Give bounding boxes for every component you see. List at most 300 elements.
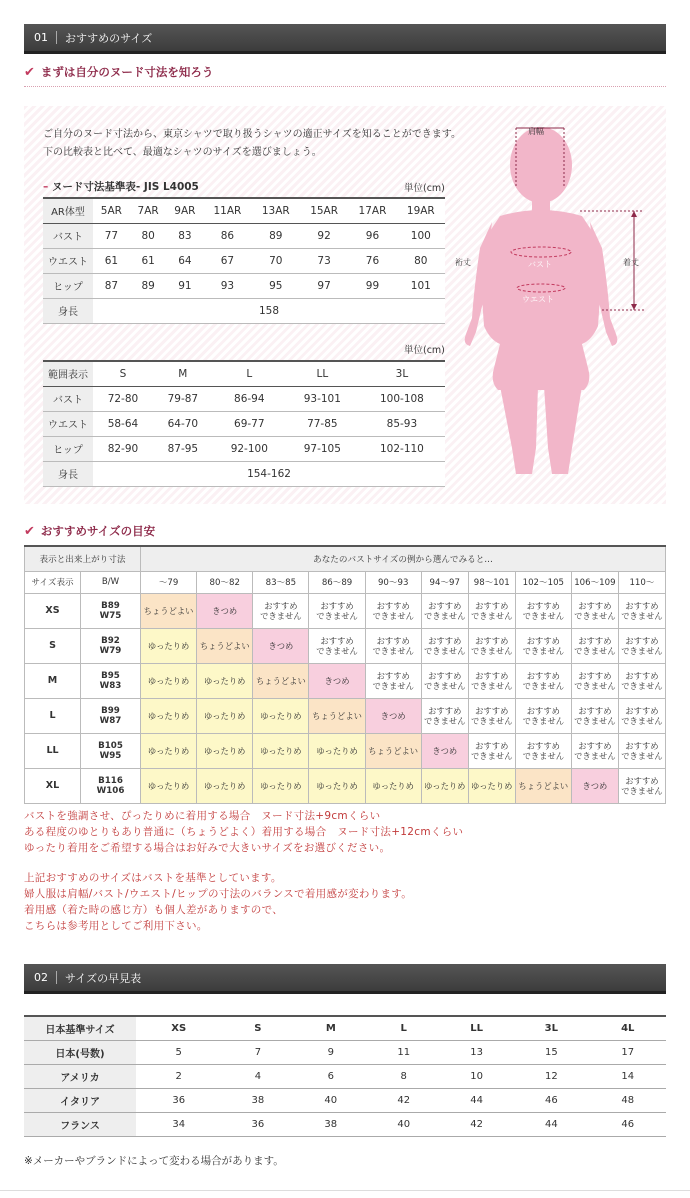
value-cell: 97-105 <box>286 436 359 461</box>
value-cell: 86 <box>203 223 251 248</box>
waist-value: W83 <box>99 680 122 691</box>
fit-cell <box>141 698 197 733</box>
fit-text: ゆったりめ <box>147 780 190 791</box>
fit-text: おすすめ <box>428 635 462 646</box>
header-cell: L <box>213 361 286 386</box>
fit-text: できません <box>372 645 414 656</box>
header-cell: 4L <box>590 1016 666 1040</box>
header-cell: M <box>153 361 213 386</box>
header-cell: XS <box>136 1016 221 1040</box>
fit-cell <box>468 628 515 663</box>
waist-value: W106 <box>96 785 125 796</box>
value-cell: 61 <box>93 248 130 273</box>
fit-cell <box>309 698 365 733</box>
section-number: 02 <box>34 971 48 984</box>
fit-text: きつめ <box>380 710 406 721</box>
fit-cell <box>309 733 365 768</box>
fit-text: できません <box>621 610 663 621</box>
fit-text: できません <box>316 645 358 656</box>
fit-text: できません <box>574 610 616 621</box>
value-cell: 76 <box>348 248 396 273</box>
fit-text: おすすめ <box>625 740 659 751</box>
bust-range-header: 102〜105 <box>515 571 571 593</box>
fit-cell <box>571 663 618 698</box>
value-cell: 38 <box>294 1112 367 1136</box>
value-cell: 70 <box>252 248 300 273</box>
fit-cell <box>571 768 618 803</box>
row-label: ヒップ <box>43 273 93 298</box>
fit-cell <box>309 663 365 698</box>
table-row <box>43 223 445 248</box>
fit-text: ゆったりめ <box>204 780 246 791</box>
fit-cell <box>421 593 468 628</box>
fit-text: ゆったりめ <box>204 710 246 721</box>
value-cell: 100 <box>397 223 445 248</box>
fit-text: おすすめ <box>264 600 298 611</box>
value-cell: 91 <box>167 273 204 298</box>
fit-note: バストを強調させ、ぴったりめに着用する場合 ヌード寸法+9cmくらい <box>24 810 381 822</box>
fit-text: ゆったりめ <box>147 745 190 756</box>
fit-text: ちょうどよい <box>518 780 569 791</box>
header-cell: 11AR <box>203 198 251 223</box>
fit-cell <box>618 733 665 768</box>
fit-cell <box>253 663 309 698</box>
value-cell: 11 <box>367 1040 440 1064</box>
value-cell: 38 <box>221 1088 294 1112</box>
value-cell: 34 <box>136 1112 221 1136</box>
fit-text: できません <box>574 715 616 726</box>
fit-cell <box>571 733 618 768</box>
table-row <box>43 248 445 273</box>
fit-cell <box>197 593 253 628</box>
fit-text: おすすめ <box>376 600 410 611</box>
header-cell: 日本基準サイズ <box>24 1016 136 1040</box>
header-cell: LL <box>286 361 359 386</box>
label-bust: バスト <box>528 260 552 269</box>
fit-cell <box>468 698 515 733</box>
fit-text: できません <box>621 715 663 726</box>
value-cell: 77 <box>93 223 130 248</box>
fit-cell <box>468 663 515 698</box>
table-row <box>25 663 666 698</box>
fit-text: できません <box>522 680 565 691</box>
fit-cell <box>618 768 665 803</box>
value-cell: 83 <box>167 223 204 248</box>
divider <box>24 86 666 87</box>
value-cell: 64 <box>167 248 204 273</box>
fit-text: できません <box>372 680 414 691</box>
fit-text: ちょうどよい <box>255 675 306 686</box>
size-label: LL <box>25 733 81 768</box>
basis-note: 上記おすすめのサイズはバストを基準としています。 <box>24 872 282 884</box>
value-cell: 6 <box>294 1064 367 1088</box>
fit-cell <box>365 628 421 663</box>
fit-cell <box>515 628 571 663</box>
value-cell: 17 <box>590 1040 666 1064</box>
value-cell: 42 <box>440 1112 513 1136</box>
intro-text <box>43 126 461 162</box>
fit-cell <box>421 628 468 663</box>
fit-cell <box>141 733 197 768</box>
fit-text: おすすめ <box>526 705 560 716</box>
header-cell: L <box>367 1016 440 1040</box>
fit-cell <box>141 663 197 698</box>
value-cell: 72-80 <box>93 386 153 411</box>
value-cell: 93 <box>203 273 251 298</box>
fit-cell <box>515 698 571 733</box>
table-row <box>24 1112 666 1136</box>
fit-text: おすすめ <box>526 635 560 646</box>
fit-text: できません <box>621 645 663 656</box>
fit-text: おすすめ <box>625 635 659 646</box>
fit-cell <box>197 733 253 768</box>
fit-cell <box>515 733 571 768</box>
bust-value: B89 <box>101 600 120 611</box>
fit-notes <box>24 808 463 856</box>
value-cell: 4 <box>221 1064 294 1088</box>
fit-cell <box>253 698 309 733</box>
fit-cell <box>309 593 365 628</box>
fit-cell <box>571 698 618 733</box>
value-cell: 154-162 <box>93 461 445 486</box>
fit-text: できません <box>260 610 302 621</box>
fit-text: できません <box>471 715 513 726</box>
value-cell: 95 <box>252 273 300 298</box>
nude-size-table <box>43 197 445 324</box>
header-cell: 9AR <box>167 198 204 223</box>
fit-text: きつめ <box>212 605 238 616</box>
bust-range-header: 80〜82 <box>197 571 253 593</box>
value-cell: 69-77 <box>213 411 286 436</box>
header-cell: LL <box>440 1016 513 1040</box>
value-cell: 44 <box>513 1112 589 1136</box>
table-row <box>24 1040 666 1064</box>
fit-text: できません <box>522 750 565 761</box>
fit-text: できません <box>621 785 663 796</box>
fit-text: できません <box>471 610 513 621</box>
value-cell: 87-95 <box>153 436 213 461</box>
value-cell: 97 <box>300 273 348 298</box>
fit-text: おすすめ <box>526 600 560 611</box>
fit-cell <box>421 733 468 768</box>
value-cell: 79-87 <box>153 386 213 411</box>
fit-text: おすすめ <box>625 775 659 786</box>
fit-text: ちょうどよい <box>143 605 194 616</box>
header-cell: 5AR <box>93 198 130 223</box>
fit-text: できません <box>621 750 663 761</box>
fit-text: おすすめ <box>475 670 509 681</box>
fit-cell <box>309 768 365 803</box>
value-cell: 158 <box>93 298 445 323</box>
bw-cell <box>81 698 141 733</box>
nude-table-title-text: ヌード寸法基準表- JIS L4005 <box>51 181 199 193</box>
fit-cell <box>309 628 365 663</box>
table-row <box>25 628 666 663</box>
separator <box>56 31 57 44</box>
value-cell: 7 <box>221 1040 294 1064</box>
bust-range-header: 98〜101 <box>468 571 515 593</box>
row-label: イタリア <box>24 1088 136 1112</box>
fit-text: ちょうどよい <box>312 710 362 721</box>
value-cell: 14 <box>590 1064 666 1088</box>
fit-text: できません <box>372 610 414 621</box>
heading-recommended-guide <box>24 523 666 539</box>
basis-note: 着用感（着た時の感じ方）も個人差がありますので、 <box>24 904 283 916</box>
label-waist: ウエスト <box>522 295 554 304</box>
fit-text: おすすめ <box>578 740 612 751</box>
value-cell: 44 <box>440 1088 513 1112</box>
heading-text: まずは自分のヌード寸法を知ろう <box>40 65 214 79</box>
fit-text: おすすめ <box>320 600 354 611</box>
fit-text: ゆったりめ <box>147 675 190 686</box>
bust-value: B116 <box>98 775 123 786</box>
basis-note: こちらは参考用としてご利用下さい。 <box>24 920 208 932</box>
table-row <box>43 436 445 461</box>
fit-cell <box>253 628 309 663</box>
size-label: L <box>25 698 81 733</box>
fit-cell <box>365 663 421 698</box>
label-sleeve: 裄丈 <box>455 258 471 267</box>
size-label: XL <box>25 768 81 803</box>
bw-cell <box>81 768 141 803</box>
fit-cell <box>618 698 665 733</box>
waist-value: W87 <box>99 715 122 726</box>
fit-text: ゆったりめ <box>204 675 246 686</box>
waist-value: W95 <box>99 750 122 761</box>
table-row <box>25 768 666 803</box>
basis-note: 婦人服は肩幅/バスト/ウエスト/ヒップの寸法のバランスで着用感が変わります。 <box>24 888 413 900</box>
fit-text: ゆったりめ <box>260 710 302 721</box>
value-cell: 58-64 <box>93 411 153 436</box>
header-cell: 19AR <box>397 198 445 223</box>
row-label: フランス <box>24 1112 136 1136</box>
value-cell: 42 <box>367 1088 440 1112</box>
fit-cell <box>365 698 421 733</box>
table-row <box>25 593 666 628</box>
fit-text: できません <box>424 680 466 691</box>
international-size-table <box>24 1015 666 1137</box>
value-cell: 89 <box>130 273 167 298</box>
value-cell: 64-70 <box>153 411 213 436</box>
value-cell: 80 <box>130 223 167 248</box>
nude-table-title <box>43 179 199 194</box>
heading-nude-size <box>24 64 666 80</box>
fit-cell <box>571 628 618 663</box>
fit-cell <box>197 628 253 663</box>
fit-text: おすすめ <box>625 705 659 716</box>
fit-note: ある程度のゆとりもあり普通に（ちょうどよく）着用する場合 ヌード寸法+12cmくらい <box>24 826 464 838</box>
bust-range-header: 83〜85 <box>253 571 309 593</box>
body-figure-illustration <box>452 118 657 490</box>
value-cell: 40 <box>367 1112 440 1136</box>
value-cell: 92-100 <box>213 436 286 461</box>
fit-text: ゆったりめ <box>147 710 190 721</box>
value-cell: 9 <box>294 1040 367 1064</box>
fit-text: できません <box>424 610 466 621</box>
header-cell: 7AR <box>130 198 167 223</box>
section-header-recommended <box>24 24 666 54</box>
fit-text: おすすめ <box>475 635 509 646</box>
row-label: 身長 <box>43 298 93 323</box>
fit-text: おすすめ <box>428 705 462 716</box>
section-title: サイズの早見表 <box>65 971 142 985</box>
fit-text: きつめ <box>582 780 608 791</box>
bust-header: あなたのバストサイズの例から選んでみると… <box>141 546 666 571</box>
fit-text: ゆったりめ <box>147 640 190 651</box>
fit-cell <box>421 768 468 803</box>
value-cell: 99 <box>348 273 396 298</box>
table-row <box>24 1064 666 1088</box>
fit-text: おすすめ <box>428 670 462 681</box>
size-col-header: サイズ表示 <box>25 571 81 593</box>
fit-cell <box>365 593 421 628</box>
unit-label: 単位(cm) <box>404 345 445 356</box>
label-shoulder: 肩幅 <box>528 127 544 136</box>
fit-text: おすすめ <box>578 670 612 681</box>
fit-cell <box>571 593 618 628</box>
value-cell: 92 <box>300 223 348 248</box>
bust-range-header: 90〜93 <box>365 571 421 593</box>
intro-line: ご自分のヌード寸法から、東京シャツで取り扱うシャツの適正サイズを知ることができます。 <box>43 129 461 140</box>
row-label: バスト <box>43 223 93 248</box>
value-cell: 89 <box>252 223 300 248</box>
fit-cell <box>468 733 515 768</box>
value-cell: 93-101 <box>286 386 359 411</box>
value-cell: 61 <box>130 248 167 273</box>
footnote: ※メーカーやブランドによって変わる場合があります。 <box>24 1155 284 1167</box>
fit-text: ゆったりめ <box>260 745 302 756</box>
bw-col-header: B/W <box>81 571 141 593</box>
fit-text: おすすめ <box>625 670 659 681</box>
header-cell: 3L <box>513 1016 589 1040</box>
fit-cell <box>618 663 665 698</box>
bust-range-header: 110〜 <box>618 571 665 593</box>
bw-cell <box>81 733 141 768</box>
fit-cell <box>141 593 197 628</box>
fit-text: きつめ <box>432 745 458 756</box>
fit-text: ゆったりめ <box>316 745 358 756</box>
section-title: おすすめのサイズ <box>65 31 153 45</box>
fit-cell <box>515 768 571 803</box>
row-label: 日本(号数) <box>24 1040 136 1064</box>
fit-text: おすすめ <box>428 600 462 611</box>
header-cell: 13AR <box>252 198 300 223</box>
intro-line: 下の比較表と比べて、最適なシャツのサイズを選びましょう。 <box>43 147 322 158</box>
bust-value: B95 <box>101 670 120 681</box>
value-cell: 82-90 <box>93 436 153 461</box>
waist-value: W79 <box>99 645 122 656</box>
fit-cell <box>141 628 197 663</box>
fit-text: ゆったりめ <box>372 780 414 791</box>
size-label: XS <box>25 593 81 628</box>
fit-text: できません <box>471 645 513 656</box>
value-cell: 77-85 <box>286 411 359 436</box>
check-icon: ✔ <box>24 64 35 80</box>
fit-text: おすすめ <box>475 705 509 716</box>
value-cell: 12 <box>513 1064 589 1088</box>
header-cell: AR体型 <box>43 198 93 223</box>
bw-cell <box>81 628 141 663</box>
value-cell: 15 <box>513 1040 589 1064</box>
fit-text: おすすめ <box>625 600 659 611</box>
bust-range-header: 86〜89 <box>309 571 365 593</box>
fit-cell <box>365 733 421 768</box>
table-row <box>43 386 445 411</box>
table-row <box>24 1088 666 1112</box>
value-cell: 67 <box>203 248 251 273</box>
waist-value: W75 <box>99 610 122 621</box>
fit-cell <box>468 593 515 628</box>
fit-cell <box>618 593 665 628</box>
value-cell: 46 <box>590 1112 666 1136</box>
header-cell: M <box>294 1016 367 1040</box>
fit-text: できません <box>574 750 616 761</box>
check-icon: ✔ <box>24 523 35 539</box>
value-cell: 87 <box>93 273 130 298</box>
header-cell: 17AR <box>348 198 396 223</box>
fit-text: できません <box>424 715 466 726</box>
value-cell: 13 <box>440 1040 513 1064</box>
fit-text: できません <box>574 680 616 691</box>
fit-text: おすすめ <box>526 670 560 681</box>
bust-range-header: 94〜97 <box>421 571 468 593</box>
fit-cell <box>141 768 197 803</box>
section-number: 01 <box>34 31 48 44</box>
fit-text: できません <box>316 610 358 621</box>
header-cell: 15AR <box>300 198 348 223</box>
table-row <box>43 411 445 436</box>
fit-text: おすすめ <box>376 670 410 681</box>
heading-text: おすすめサイズの目安 <box>40 524 156 538</box>
fit-text: おすすめ <box>475 740 509 751</box>
fit-note: ゆったり着用をご希望する場合はお好みで大きいサイズをお選びください。 <box>24 842 391 854</box>
bw-cell <box>81 663 141 698</box>
fit-cell <box>253 768 309 803</box>
bust-value: B105 <box>98 740 123 751</box>
header-cell: S <box>93 361 153 386</box>
value-cell: 96 <box>348 223 396 248</box>
value-cell: 46 <box>513 1088 589 1112</box>
fit-text: きつめ <box>324 675 350 686</box>
dash-icon: – <box>43 181 49 193</box>
table-row <box>25 733 666 768</box>
row-label: ウエスト <box>43 411 93 436</box>
fit-text: できません <box>522 610 565 621</box>
table-row <box>43 273 445 298</box>
value-cell: 102-110 <box>359 436 445 461</box>
fit-text: ちょうどよい <box>199 640 250 651</box>
value-cell: 101 <box>397 273 445 298</box>
value-cell: 5 <box>136 1040 221 1064</box>
fit-text: おすすめ <box>526 740 560 751</box>
fit-text: ゆったりめ <box>316 780 358 791</box>
fit-text: できません <box>621 680 663 691</box>
size-label: S <box>25 628 81 663</box>
fit-text: できません <box>471 750 513 761</box>
fit-cell <box>468 768 515 803</box>
fit-text: きつめ <box>268 640 294 651</box>
header-cell: 3L <box>359 361 445 386</box>
fit-text: ゆったりめ <box>424 780 466 791</box>
basis-notes <box>24 870 412 934</box>
fit-cell <box>421 698 468 733</box>
recommendation-table <box>24 545 666 804</box>
bust-value: B99 <box>101 705 120 716</box>
fit-text: おすすめ <box>475 600 509 611</box>
bottom-divider <box>0 1190 690 1191</box>
value-cell: 2 <box>136 1064 221 1088</box>
row-label: 身長 <box>43 461 93 486</box>
